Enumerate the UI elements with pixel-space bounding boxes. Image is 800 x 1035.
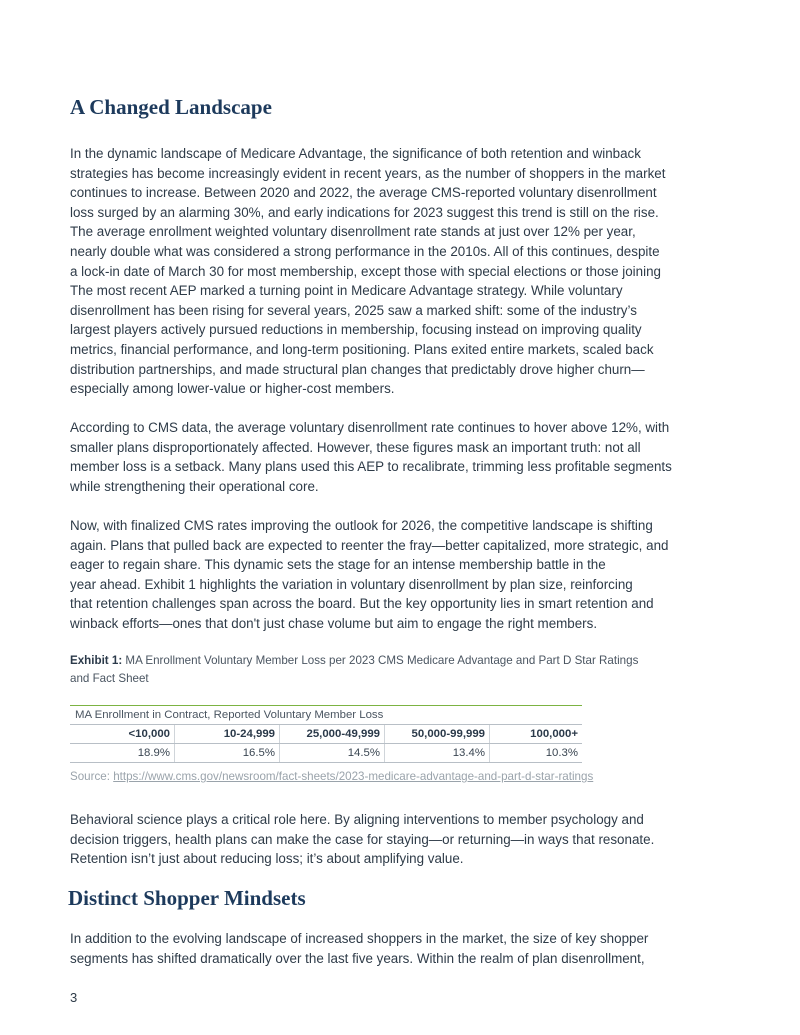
source-link[interactable]: https://www.cms.gov/newsroom/fact-sheets/2023-medicare-advantage-and-part-d-star-ratings: [113, 770, 594, 783]
text-line: that retention challenges span across the board. But the key opportunity lies in smart retention and: [70, 596, 654, 612]
text-line: disenrollment has been rising for several years, 2025 saw a marked shift: some of the industry’s: [70, 302, 637, 318]
text-line: again. Plans that pulled back are expected to reenter the fray—better capitalized, more strategic, and: [70, 537, 669, 553]
text-line: distribution partnerships, and made structural plan changes that predictably drove higher churn—: [70, 361, 645, 377]
table-caption: MA Enrollment in Contract, Reported Voluntary Member Loss: [70, 706, 582, 725]
text-line: winback efforts—ones that don't just chase volume but aim to engage the right members.: [70, 615, 598, 631]
text-line: decision triggers, health plans can make the case for staying—or returning—in ways that resonate.: [70, 831, 655, 847]
exhibit-label: Exhibit 1:: [70, 654, 123, 667]
column-header: 25,000-49,999: [280, 725, 385, 744]
section-heading-shopper-mindsets: Distinct Shopper Mindsets: [68, 886, 306, 910]
paragraph-landscape-intro: [70, 144, 735, 399]
text-line: Behavioral science plays a critical role here. By aligning interventions to member psychology and: [70, 812, 644, 827]
paragraph-outlook-2026: [70, 516, 735, 634]
page-number: 3: [70, 990, 78, 1005]
text-line: The most recent AEP marked a turning point in Medicare Advantage strategy. While voluntary: [70, 283, 623, 299]
text-line: eager to regain share. This dynamic sets the stage for an intense membership battle in the: [70, 557, 606, 573]
text-line: The average enrollment weighted voluntary disenrollment rate stands at just over 12% per year,: [70, 224, 636, 240]
source-label: Source:: [70, 770, 114, 783]
text-line: In the dynamic landscape of Medicare Advantage, the significance of both retention and winback: [70, 146, 641, 161]
table-cell: 10.3%: [490, 744, 583, 763]
exhibit-caption: [70, 652, 730, 687]
table-cell: 13.4%: [385, 744, 490, 763]
text-line: Retention isn’t just about reducing loss; it’s about amplifying value.: [70, 851, 464, 867]
text-line: year ahead. Exhibit 1 highlights the variation in voluntary disenrollment by plan size, reinforcing: [70, 576, 633, 592]
column-header: 10-24,999: [175, 725, 280, 744]
exhibit-caption-line: and Fact Sheet: [70, 671, 149, 685]
table-cell: 16.5%: [175, 744, 280, 763]
paragraph-cms-data: [70, 418, 735, 496]
text-line: member loss is a setback. Many plans used this AEP to recalibrate, trimming less profitable segments: [70, 459, 672, 475]
text-line: Now, with finalized CMS rates improving the outlook for 2026, the competitive landscape is shifting: [70, 518, 653, 533]
table-row: [70, 744, 582, 763]
text-line: segments has shifted dramatically over the last five years. Within the realm of plan disenrollment,: [70, 950, 645, 966]
table-header-row: [70, 725, 582, 744]
text-line: metrics, financial performance, and long-term positioning. Plans exited entire markets, scaled back: [70, 341, 654, 357]
source-note: [70, 770, 593, 783]
section-heading-changed-landscape: A Changed Landscape: [70, 95, 272, 119]
text-line: a lock-in date of March 30 for most membership, except those with special elections or those joining: [70, 263, 661, 279]
paragraph-shopper-segments: [70, 929, 735, 968]
column-header: 50,000-99,999: [385, 725, 490, 744]
column-header: <10,000: [70, 725, 175, 744]
column-header: 100,000+: [490, 725, 583, 744]
text-line: especially among lower-value or higher-cost members.: [70, 381, 395, 397]
paragraph-behavioral-science: [70, 810, 735, 869]
exhibit-caption-line: [70, 652, 730, 670]
voluntary-loss-table: [70, 705, 582, 763]
text-line: strategies has become increasingly evident in recent years, as the number of shoppers in the market: [70, 165, 666, 181]
exhibit-caption-text: MA Enrollment Voluntary Member Loss per 2023 CMS Medicare Advantage and Part D Star Ratings: [122, 654, 639, 667]
text-line: while strengthening their operational core.: [70, 478, 319, 494]
text-line: continues to increase. Between 2020 and 2022, the average CMS-reported voluntary disenrollment: [70, 185, 657, 201]
text-line: largest players actively pursued reductions in membership, focusing instead on improving quality: [70, 322, 642, 338]
text-line: smaller plans disproportionately affected. However, these figures mask an important truth: not all: [70, 439, 641, 455]
table-cell: 14.5%: [280, 744, 385, 763]
text-line: According to CMS data, the average voluntary disenrollment rate continues to hover above 12%, with: [70, 420, 670, 435]
table-cell: 18.9%: [70, 744, 175, 763]
text-line: loss surged by an alarming 30%, and early indications for 2023 suggest this trend is still on the rise.: [70, 204, 659, 220]
text-line: In addition to the evolving landscape of increased shoppers in the market, the size of key shopper: [70, 931, 649, 946]
table-caption-row: [70, 706, 582, 725]
text-line: nearly double what was considered a strong performance in the 2010s. All of this continues, despite: [70, 243, 660, 259]
